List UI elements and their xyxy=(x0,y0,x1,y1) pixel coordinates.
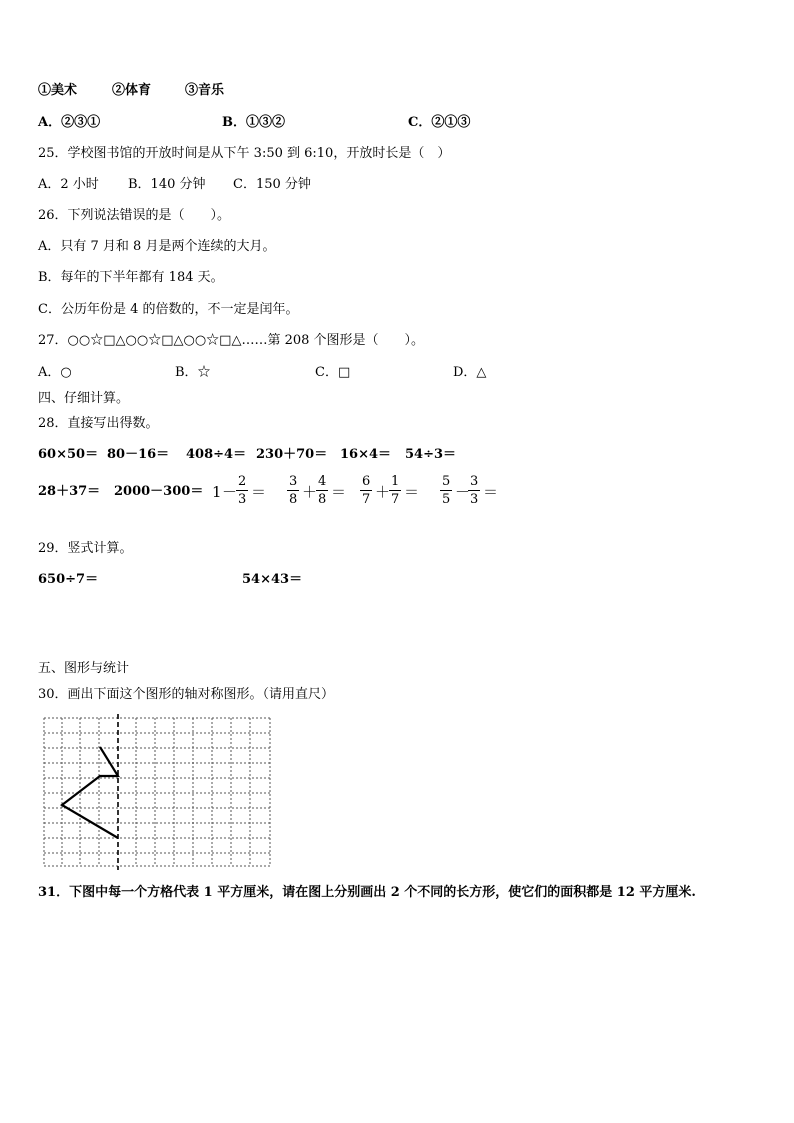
q25-choice-b: B．140 分钟 xyxy=(128,177,206,192)
frac3-first xyxy=(360,474,372,507)
frac1-op: － xyxy=(222,483,238,501)
q28-item-5: 16×4＝ xyxy=(340,447,392,462)
frac2-equals: ＝ xyxy=(331,483,347,501)
q27-stem: 27．○○☆□△○○☆□△○○☆□△……第 208 个图形是（ ）。 xyxy=(38,333,425,348)
frac2-op: ＋ xyxy=(302,483,318,501)
q24-option-2: ②体育 xyxy=(112,83,152,98)
frac4-denominator-2: 3 xyxy=(470,492,479,507)
frac1-numerator: 2 xyxy=(238,474,247,489)
q25-choice-a: A．2 小时 xyxy=(38,177,99,192)
frac4-numerator-2: 3 xyxy=(470,474,479,489)
q28-item-4: 230＋70＝ xyxy=(256,447,328,462)
frac3-numerator-1: 6 xyxy=(362,474,371,489)
frac3-equals: ＝ xyxy=(404,483,420,501)
q31-stem: 31．下图中每一个方格代表 1 平方厘米，请在图上分别画出 2 个不同的长方形，使它们的面积都是 12 平方厘米. xyxy=(38,885,696,900)
frac4-second xyxy=(468,474,480,507)
q29-item-1: 650÷7＝ xyxy=(38,572,99,587)
q28-item-6: 54÷3＝ xyxy=(405,447,457,462)
frac3-second xyxy=(389,474,401,507)
q26-choice-b: B．每年的下半年都有 184 天。 xyxy=(38,270,224,285)
section-4-heading: 四、仔细计算。 xyxy=(38,391,130,406)
q27-choice-c: C．□ xyxy=(315,365,351,380)
fraction-bar xyxy=(360,490,372,491)
frac4-op: － xyxy=(455,483,471,501)
frac3-numerator-2: 1 xyxy=(391,474,400,489)
q29-stem: 29．竖式计算。 xyxy=(38,541,133,556)
frac4-numerator-1: 5 xyxy=(442,474,451,489)
q30-stem: 30．画出下面这个图形的轴对称图形。（请用直尺） xyxy=(38,687,335,702)
fraction-bar xyxy=(389,490,401,491)
q29-item-2: 54×43＝ xyxy=(242,572,303,587)
frac3-op: ＋ xyxy=(375,483,391,501)
q26-choice-c: C．公历年份是 4 的倍数的，不一定是闰年。 xyxy=(38,302,299,317)
fraction-bar xyxy=(287,490,299,491)
frac4-first xyxy=(440,474,452,507)
q24-choice-b: B．①③② xyxy=(222,115,285,130)
fraction-bar xyxy=(468,490,480,491)
frac1-fraction xyxy=(236,474,248,507)
frac2-first xyxy=(287,474,299,507)
q28-item-7: 28＋37＝ xyxy=(38,484,101,499)
q26-choice-a: A．只有 7 月和 8 月是两个连续的大月。 xyxy=(38,239,276,254)
fraction-bar xyxy=(236,490,248,491)
q27-choice-a: A．○ xyxy=(38,365,72,380)
q28-item-8: 2000－300＝ xyxy=(114,484,204,499)
section-5-heading: 五、图形与统计 xyxy=(38,661,130,676)
q27-choice-d: D．△ xyxy=(453,365,487,380)
frac2-second xyxy=(316,474,328,507)
frac1-whole: 1 xyxy=(212,483,222,501)
frac1-denominator: 3 xyxy=(238,492,247,507)
q24-choice-a: A．②③① xyxy=(38,115,101,130)
frac2-numerator-1: 3 xyxy=(289,474,298,489)
q28-item-2: 80－16＝ xyxy=(107,447,170,462)
q24-choice-c: C．②①③ xyxy=(408,115,471,130)
frac2-denominator-1: 8 xyxy=(289,492,298,507)
q28-stem: 28．直接写出得数。 xyxy=(38,416,159,431)
q27-choice-b: B．☆ xyxy=(175,365,211,380)
frac2-denominator-2: 8 xyxy=(318,492,327,507)
q24-option-3: ③音乐 xyxy=(185,83,225,98)
q25-choice-c: C．150 分钟 xyxy=(233,177,311,192)
frac2-numerator-2: 4 xyxy=(318,474,327,489)
frac4-denominator-1: 5 xyxy=(442,492,451,507)
q28-item-1: 60×50＝ xyxy=(38,447,99,462)
frac4-equals: ＝ xyxy=(483,483,499,501)
q30-dotted-grid xyxy=(38,712,278,872)
q25-stem: 25．学校图书馆的开放时间是从下午 3:50 到 6:10，开放时长是（ ） xyxy=(38,146,451,161)
q26-stem: 26．下列说法错误的是（ ）。 xyxy=(38,208,231,223)
q28-item-3: 408÷4＝ xyxy=(186,447,247,462)
frac3-denominator-1: 7 xyxy=(362,492,371,507)
fraction-bar xyxy=(316,490,328,491)
frac3-denominator-2: 7 xyxy=(391,492,400,507)
frac1-equals: ＝ xyxy=(251,483,267,501)
q24-option-1: ①美术 xyxy=(38,83,78,98)
fraction-bar xyxy=(440,490,452,491)
